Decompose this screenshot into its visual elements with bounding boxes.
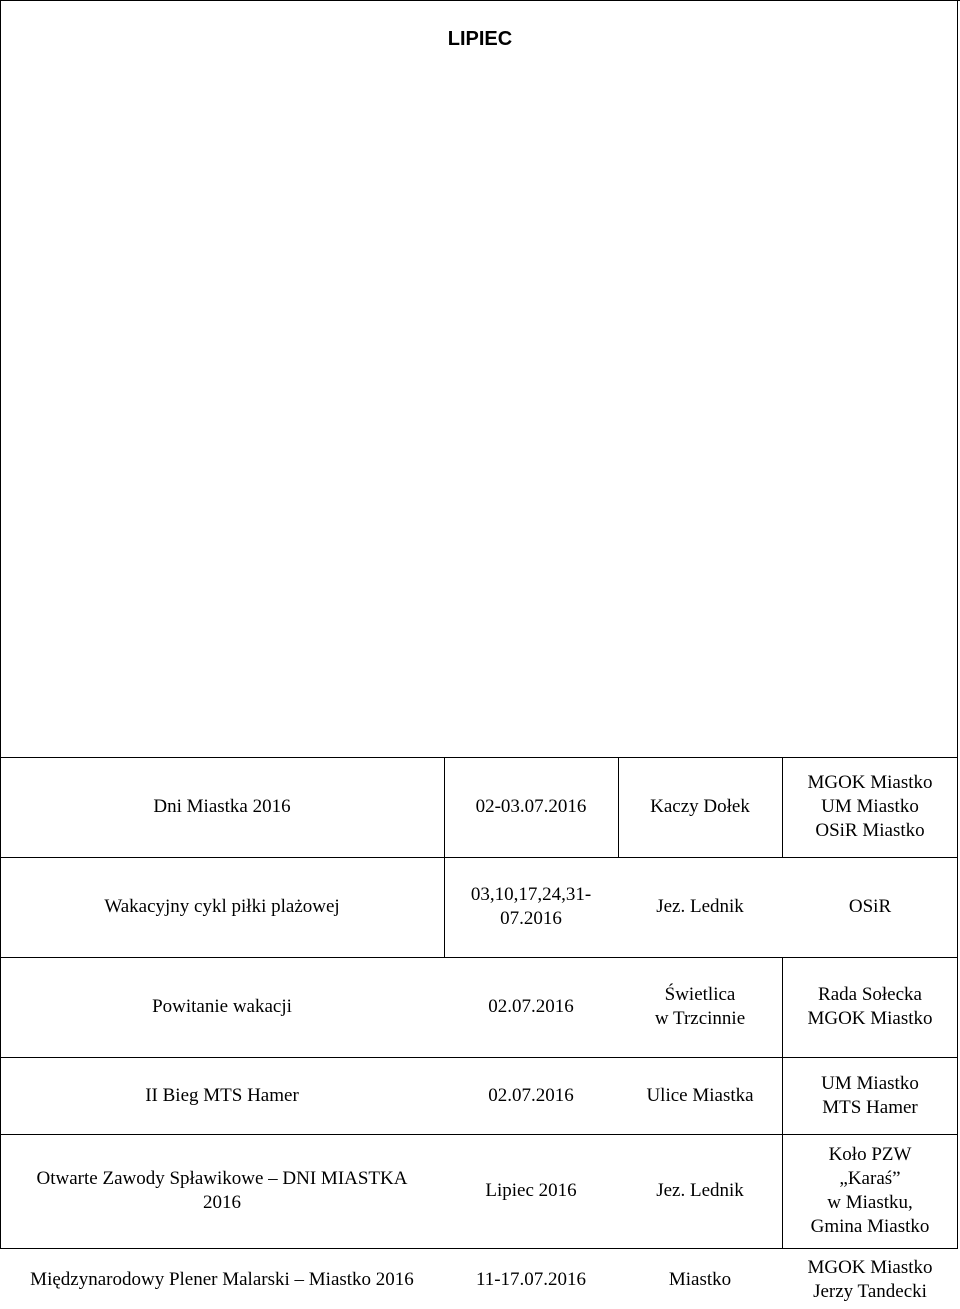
row-separator (0, 1134, 958, 1135)
event-organizer-text: „Karaś” (839, 1168, 901, 1189)
column-divider (782, 957, 783, 1134)
event-name-cell (0, 757, 444, 857)
frame-right (957, 0, 958, 1248)
event-organizer-cell (782, 957, 958, 1057)
event-organizer-text: UM Miastko (821, 796, 919, 817)
event-place-text: Miastko (668, 1268, 732, 1290)
event-date-cell (444, 1057, 618, 1134)
frame-top (0, 0, 960, 1)
event-organizer-text: Jerzy Tandecki (813, 1280, 927, 1302)
event-place-cell (618, 857, 782, 957)
event-date-text: 02-03.07.2016 (475, 796, 587, 817)
event-organizer-cell (782, 857, 958, 957)
event-name-text: Dni Miastka 2016 (153, 796, 291, 817)
event-organizer-text: MGOK Miastko (807, 1256, 933, 1278)
event-place-cell (618, 957, 782, 1057)
event-name-text: Otwarte Zawody Spławikowe – DNI MIASTKA (36, 1168, 408, 1189)
event-place-cell (618, 757, 782, 857)
event-name-cell (0, 1134, 444, 1248)
event-date-cell (444, 1134, 618, 1248)
event-place-text: Ulice Miastka (646, 1084, 754, 1106)
event-place-cell (618, 1057, 782, 1134)
event-organizer-cell (782, 1134, 958, 1248)
event-organizer-text: MGOK Miastko (807, 772, 933, 793)
column-divider (618, 757, 619, 857)
event-name-text: Wakacyjny cykl piłki plażowej (104, 896, 340, 917)
row-separator (0, 1057, 958, 1058)
event-place-text: w Trzcinnie (654, 1008, 746, 1029)
page-title: LIPIEC (447, 28, 513, 50)
event-name-text: 2016 (203, 1192, 241, 1213)
event-organizer-text: Koło PZW (828, 1144, 912, 1165)
column-divider (782, 1134, 783, 1248)
event-date-text: 02.07.2016 (488, 1084, 574, 1106)
column-divider (444, 757, 445, 857)
event-name-cell (0, 957, 444, 1057)
event-organizer-cell (782, 1250, 958, 1309)
event-organizer-cell (782, 757, 958, 857)
event-place-cell (618, 1250, 782, 1309)
event-place-text: Jez. Lednik (656, 1180, 744, 1201)
event-place-cell (618, 1134, 782, 1248)
event-date-cell (444, 757, 618, 857)
event-place-text: Świetlica (664, 984, 736, 1005)
event-organizer-text: MTS Hamer (822, 1096, 918, 1118)
row-separator (0, 1248, 958, 1249)
event-place-text: Kaczy Dołek (650, 796, 750, 817)
event-organizer-text: Rada Sołecka (818, 984, 922, 1005)
event-date-cell (444, 957, 618, 1057)
event-name-text: Międzynarodowy Plener Malarski – Miastko 2016 (30, 1268, 414, 1290)
event-organizer-cell (782, 1057, 958, 1134)
event-name-cell (0, 857, 444, 957)
event-date-cell (444, 857, 618, 957)
column-divider (782, 757, 783, 857)
event-name-cell (0, 1057, 444, 1134)
event-name-cell (0, 1250, 444, 1309)
event-organizer-text: w Miastku, (827, 1192, 913, 1213)
event-organizer-text: OSiR Miastko (815, 820, 925, 841)
row-separator (0, 757, 958, 758)
row-separator (0, 857, 958, 858)
event-organizer-text: MGOK Miastko (807, 1008, 933, 1029)
event-place-text: Jez. Lednik (656, 896, 744, 917)
event-date-text: 02.07.2016 (488, 996, 574, 1017)
row-separator (0, 957, 958, 958)
event-date-text: 11-17.07.2016 (475, 1268, 587, 1290)
event-date-text: Lipiec 2016 (485, 1180, 577, 1201)
event-organizer-text: Gmina Miastko (810, 1216, 930, 1237)
event-date-cell (444, 1250, 618, 1309)
event-name-text: II Bieg MTS Hamer (145, 1084, 299, 1106)
column-divider (444, 857, 445, 957)
event-date-text: 03,10,17,24,31- (470, 884, 592, 905)
event-organizer-text: OSiR (848, 896, 892, 917)
event-date-text: 07.2016 (500, 908, 562, 929)
event-organizer-text: UM Miastko (821, 1072, 919, 1094)
event-name-text: Powitanie wakacji (152, 996, 292, 1017)
frame-left (0, 0, 1, 1248)
